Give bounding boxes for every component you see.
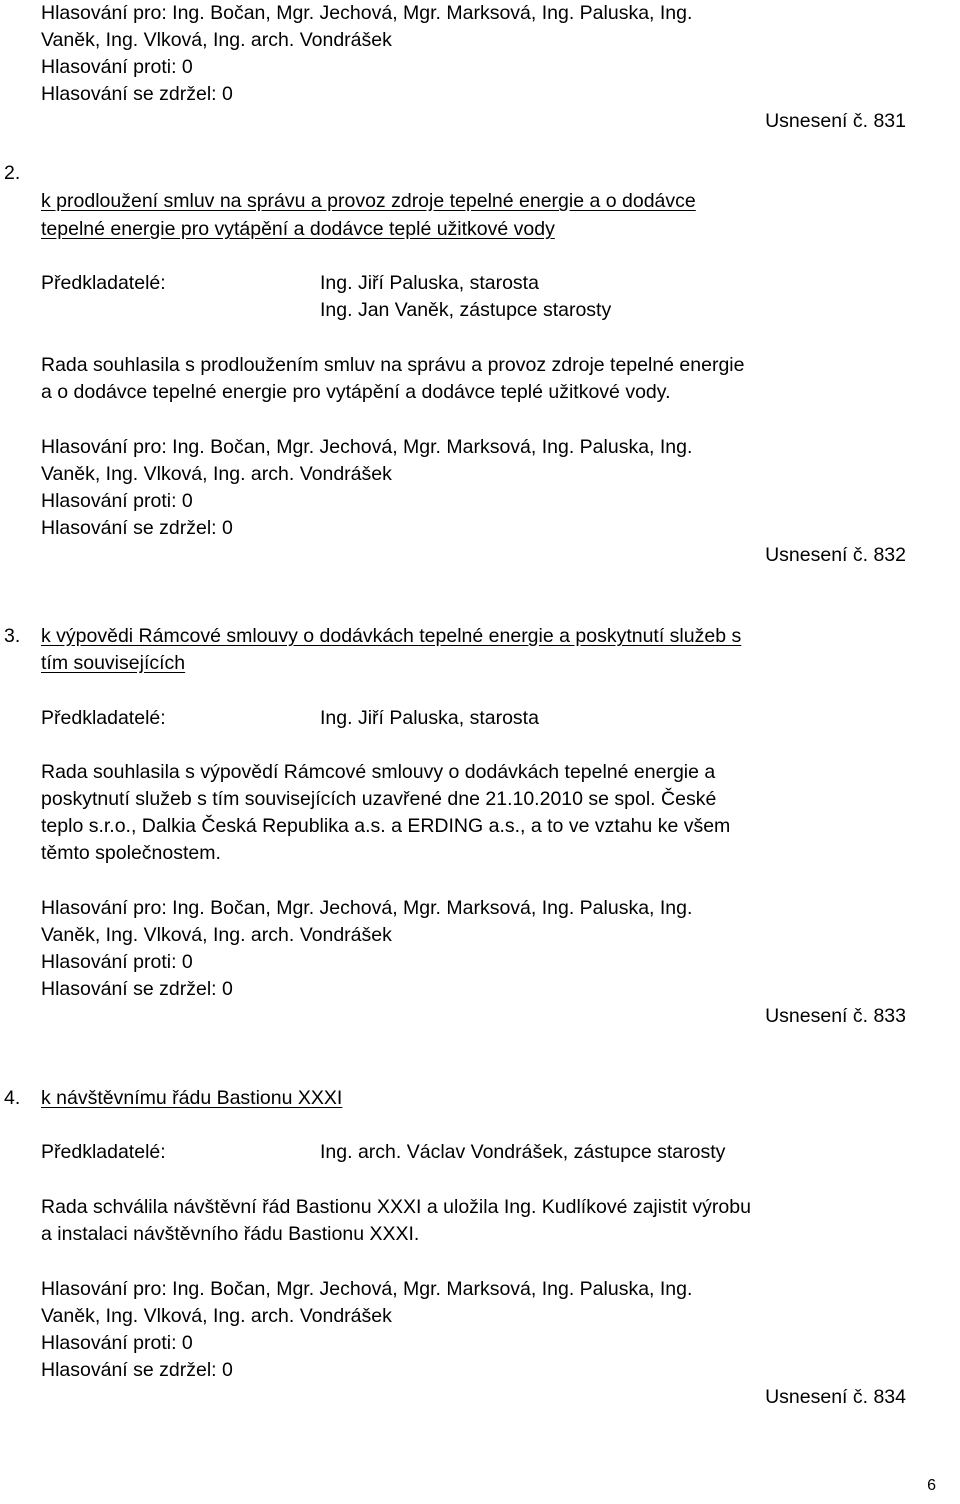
- resolution-number: Usnesení č. 833: [765, 1005, 906, 1027]
- resolution-text-line: teplo s.r.o., Dalkia Česká Republika a.s. a ERDING a.s., a to ve vztahu ke všem: [41, 815, 731, 837]
- item-title-line: tepelné energie pro vytápění a dodávce teplé užitkové vody: [41, 218, 555, 240]
- resolution-text-line: Rada schválila návštěvní řád Bastionu XXXI a uložila Ing. Kudlíkové zajistit výrobu: [41, 1196, 751, 1218]
- submitter: Ing. Jiří Paluska, starosta: [320, 272, 539, 294]
- submitter: Ing. Jiří Paluska, starosta: [320, 707, 539, 729]
- vote-abstain: Hlasování se zdržel: 0: [41, 1359, 233, 1381]
- resolution-number: Usnesení č. 831: [765, 110, 906, 132]
- vote-for-line-1: Hlasování pro: Ing. Bočan, Mgr. Jechová, Mgr. Marksová, Ing. Paluska, Ing.: [41, 436, 693, 458]
- item-number: 3.: [4, 625, 21, 647]
- page-number: 6: [927, 1477, 936, 1494]
- vote-for-line-2: Vaněk, Ing. Vlková, Ing. arch. Vondrášek: [41, 924, 392, 946]
- item-title-line: k prodloužení smluv na správu a provoz zdroje tepelné energie a o dodávce: [41, 190, 696, 212]
- vote-abstain: Hlasování se zdržel: 0: [41, 517, 233, 539]
- vote-against: Hlasování proti: 0: [41, 1332, 193, 1354]
- item-title-line: k návštěvnímu řádu Bastionu XXXI: [41, 1087, 343, 1109]
- vote-for-line-2: Vaněk, Ing. Vlková, Ing. arch. Vondrášek: [41, 29, 392, 51]
- submitters-label: Předkladatelé:: [41, 1141, 166, 1163]
- item-title-line: k výpovědi Rámcové smlouvy o dodávkách tepelné energie a poskytnutí služeb s: [41, 625, 742, 647]
- vote-abstain: Hlasování se zdržel: 0: [41, 83, 233, 105]
- resolution-text-line: těmto společnostem.: [41, 842, 221, 864]
- resolution-text-line: a instalaci návštěvního řádu Bastionu XXXI.: [41, 1223, 420, 1245]
- item-number: 2.: [4, 162, 21, 184]
- vote-for-line-1: Hlasování pro: Ing. Bočan, Mgr. Jechová, Mgr. Marksová, Ing. Paluska, Ing.: [41, 2, 693, 24]
- vote-against: Hlasování proti: 0: [41, 490, 193, 512]
- vote-for-line-1: Hlasování pro: Ing. Bočan, Mgr. Jechová, Mgr. Marksová, Ing. Paluska, Ing.: [41, 1278, 693, 1300]
- submitters-label: Předkladatelé:: [41, 707, 166, 729]
- resolution-text-line: Rada souhlasila s prodloužením smluv na správu a provoz zdroje tepelné energie: [41, 354, 745, 376]
- submitters-label: Předkladatelé:: [41, 272, 166, 294]
- submitter: Ing. Jan Vaněk, zástupce starosty: [320, 299, 612, 321]
- vote-for-line-1: Hlasování pro: Ing. Bočan, Mgr. Jechová, Mgr. Marksová, Ing. Paluska, Ing.: [41, 897, 693, 919]
- vote-against: Hlasování proti: 0: [41, 951, 193, 973]
- resolution-number: Usnesení č. 832: [765, 544, 906, 566]
- submitter: Ing. arch. Václav Vondrášek, zástupce starosty: [320, 1141, 726, 1163]
- vote-abstain: Hlasování se zdržel: 0: [41, 978, 233, 1000]
- vote-against: Hlasování proti: 0: [41, 56, 193, 78]
- resolution-text-line: poskytnutí služeb s tím souvisejících uzavřené dne 21.10.2010 se spol. České: [41, 788, 717, 810]
- resolution-text-line: Rada souhlasila s výpovědí Rámcové smlouvy o dodávkách tepelné energie a: [41, 761, 716, 783]
- vote-for-line-2: Vaněk, Ing. Vlková, Ing. arch. Vondrášek: [41, 1305, 392, 1327]
- item-title-line: tím souvisejících: [41, 652, 186, 674]
- resolution-number: Usnesení č. 834: [765, 1386, 906, 1408]
- vote-for-line-2: Vaněk, Ing. Vlková, Ing. arch. Vondrášek: [41, 463, 392, 485]
- item-number: 4.: [4, 1087, 21, 1109]
- resolution-text-line: a o dodávce tepelné energie pro vytápění a dodávce teplé užitkové vody.: [41, 381, 671, 403]
